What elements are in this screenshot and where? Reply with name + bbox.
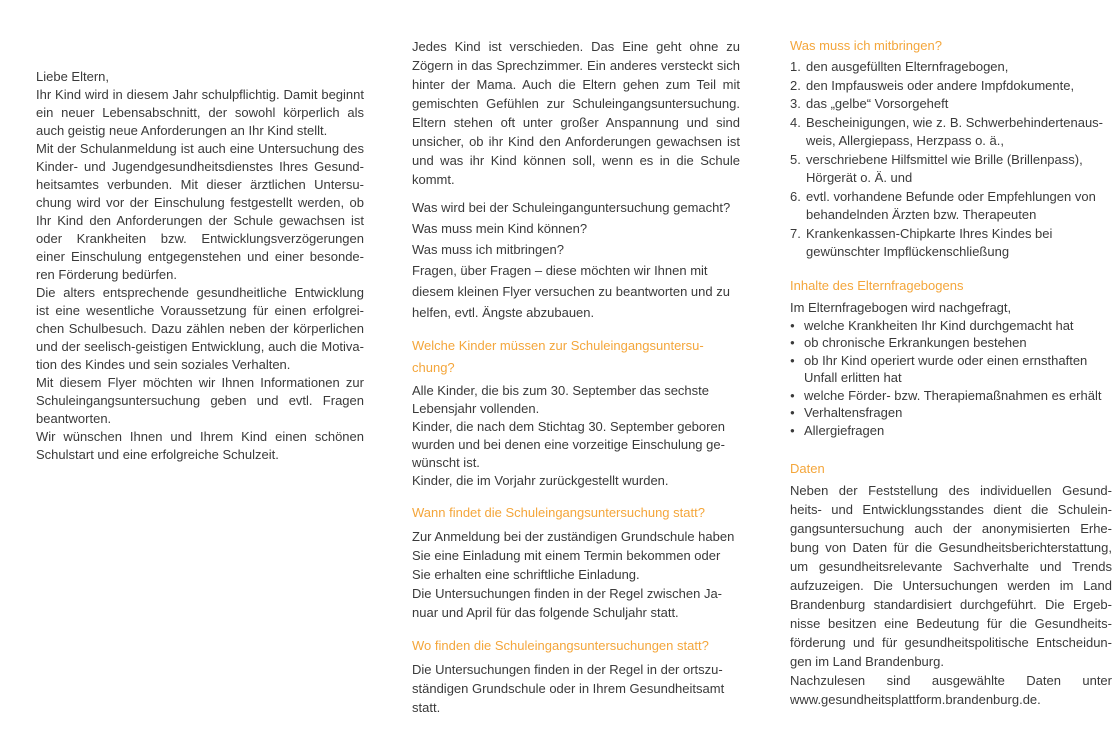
text-line: ren Förderung bedürfen.: [36, 267, 177, 282]
text-line: Mit diesem Flyer möchten wir Ihnen Informationen zur: [36, 375, 364, 390]
list-item: [790, 422, 1112, 440]
text-line: ist eine wesentliche Voraussetzung für einen erfolgrei-: [36, 303, 364, 318]
text-line: Zur Anmeldung bei der zuständigen Grundschule haben: [412, 529, 735, 544]
list-item-text: [806, 188, 1112, 225]
list-item-text: [804, 422, 1112, 440]
text-line: ständigen Grundschule oder in Ihrem Gesundheitsamt: [412, 681, 725, 696]
text-line: den ausgefüllten Elternfragebogen,: [806, 59, 1009, 74]
list-item: [790, 387, 1112, 405]
list-item: [790, 225, 1112, 262]
text-line: welche Förder- bzw. Therapiemaßnahmen es erhält: [804, 387, 1102, 403]
text-line: welche Krankheiten Ihr Kind durchgemacht hat: [804, 317, 1074, 333]
text-line: weis, Allergiepass, Herzpass o. ä.,: [806, 133, 1004, 148]
text-line: heits- und Entwicklungsstandes dient die Schulein-: [790, 502, 1112, 517]
paragraph: [36, 86, 364, 140]
list-number: 5.: [790, 151, 801, 167]
list-item: [790, 188, 1112, 225]
text-line: um gesundheitsrelevante Sachverhalte und Trends: [790, 559, 1112, 574]
lead-line: Im Elternfragebogen wird nachgefragt,: [790, 299, 1012, 315]
text-line: kommt.: [412, 172, 455, 187]
list-number: 2.: [790, 77, 801, 93]
text-line: Lebensjahr vollenden.: [412, 401, 540, 416]
list-item-text: [804, 317, 1112, 335]
bullet-icon: ●: [790, 338, 795, 347]
text-line: Was muss ich mitbringen?: [412, 242, 564, 257]
list-item-text: [804, 387, 1112, 405]
list-number: 4.: [790, 114, 801, 130]
text-line: Kinder, die im Vorjahr zurückgestellt wurden.: [412, 473, 669, 488]
text-line: gen im Land Brandenburg.: [790, 654, 944, 669]
text-line: und der seelisch-geistigen Entwicklung, auch die Motiva-: [36, 339, 364, 354]
section-heading-mitbringen: Was muss ich mitbringen?: [790, 38, 942, 53]
text-line: aufzuzeigen. Die Untersuchungen werden im Land: [790, 578, 1112, 593]
list-item-text: [806, 225, 1112, 262]
text-line: gemischten Gefühlen zur Schuleingangsuntersuchung.: [412, 96, 740, 111]
text-line: hinter der Mama. Auch die Eltern gehen zum Teil mit: [412, 77, 740, 92]
list-item: [790, 151, 1112, 188]
bullet-icon: ●: [790, 390, 795, 400]
text-line: chen Schulbesuch. Dazu zählen neben der körperlichen: [36, 321, 364, 336]
section-body: [412, 660, 740, 717]
text-line: bung von Daten für die Gesundheitsberichterstattung,: [790, 540, 1112, 555]
text-line: Hörgerät o. Ä. und: [806, 170, 913, 185]
list-item-text: [804, 334, 1112, 352]
list-item: [790, 334, 1112, 352]
list-number: 1.: [790, 59, 801, 74]
list-item: [790, 58, 1112, 77]
text-line: Kinder- und Jugendgesundheitsdienstes Ihres Gesund-: [36, 159, 364, 174]
text-line: oder Krankheiten bzw. Entwicklungsverzögerungen: [36, 231, 364, 246]
text-line: Krankenkassen-Chipkarte Ihres Kindes bei: [806, 225, 1053, 241]
bullet-icon: ●: [790, 355, 795, 365]
bullet-icon: ●: [790, 408, 795, 417]
text-line: Nachzulesen sind ausgewählte Daten unter: [790, 673, 1112, 688]
text-line: diesem kleinen Flyer versuchen zu beantworten und zu: [412, 284, 730, 299]
questions-paragraph: [412, 197, 740, 323]
text-line: auch geistig neue Anforderungen an Ihr Kind stellt.: [36, 123, 328, 138]
text-line: behandelnden Ärzten bzw. Therapeuten: [806, 207, 1037, 222]
text-line: helfen, evtl. Ängste abzubauen.: [412, 305, 595, 320]
salutation-paragraph: [36, 68, 364, 86]
text-line: heitsamtes verbunden. Mit dieser ärztlichen Untersu-: [36, 177, 364, 192]
paragraph: [36, 284, 364, 374]
text-line: Wo finden die Schuleingangsuntersuchungen statt?: [412, 638, 709, 653]
bullet-icon: ●: [790, 425, 795, 435]
left-column: [36, 68, 364, 464]
text-line: wurden und bei denen eine vorzeitige Einschulung ge-: [412, 437, 725, 452]
text-line: Ihr Kind wird in diesem Jahr schulpflichtig. Damit beginnt: [36, 87, 364, 102]
text-line: wünscht ist.: [412, 455, 480, 470]
section-heading-welche-kinder: [412, 335, 740, 379]
section-body: [412, 382, 740, 490]
text-line: Neben der Feststellung des individuellen Gesund-: [790, 483, 1112, 498]
section-body: [412, 527, 740, 622]
data-paragraph: [790, 481, 1112, 671]
text-line: evtl. vorhandene Befunde oder Empfehlungen von: [806, 188, 1096, 204]
list-item-text: [806, 58, 1112, 77]
text-line: nisse besitzen eine Bedeutung für die Gesundheits-: [790, 616, 1112, 631]
text-line: Ihr Kind den Anforderungen der Schule gewachsen ist: [36, 213, 364, 228]
text-line: und was ihr Kind können soll, wenn es in die Schule: [412, 153, 740, 168]
list-item: [790, 404, 1112, 422]
text-line: Was muss mein Kind können?: [412, 221, 588, 236]
text-line: Die Untersuchungen finden in der Regel zwischen Ja-: [412, 586, 723, 601]
list-item-text: [804, 404, 1112, 422]
list-item-text: [806, 77, 1112, 96]
section-heading-inhalte: Inhalte des Elternfragebogens: [790, 277, 964, 293]
list-item: [790, 114, 1112, 151]
text-line: nuar und April für das folgende Schuljahr statt.: [412, 605, 679, 620]
list-number: 7.: [790, 225, 801, 241]
text-line: Mit der Schulanmeldung ist auch eine Untersuchung des: [36, 141, 364, 156]
text-line: Fragen, über Fragen – diese möchten wir Ihnen mit: [412, 263, 708, 278]
text-line: chung?: [412, 360, 455, 375]
list-item-text: [804, 352, 1112, 387]
text-line: einer Einschulung entgegenstehen und einer besonde-: [36, 249, 364, 264]
text-line: den Impfausweis oder andere Impfdokumente,: [806, 77, 1075, 93]
text-line: Brandenburg standardisiert durchgeführt. Die Ergeb-: [790, 597, 1112, 612]
text-line: ob chronische Erkrankungen bestehen: [804, 335, 1027, 350]
text-line: Liebe Eltern,: [36, 69, 109, 84]
numbered-list: [790, 58, 1112, 262]
text-line: Die alters entsprechende gesundheitliche Entwicklung: [36, 285, 364, 300]
intro-paragraph: [412, 37, 740, 189]
bullet-icon: ●: [790, 320, 795, 330]
text-line: Zögern in das Sprechzimmer. Ein anderes versteckt sich: [412, 58, 740, 73]
paragraph: [36, 374, 364, 428]
section-heading-daten: Daten: [790, 461, 825, 476]
section-heading-wann: [412, 502, 740, 524]
middle-column: [412, 37, 740, 717]
list-item: [790, 352, 1112, 387]
text-line: Allergiefragen: [804, 422, 885, 438]
text-line: Welche Kinder müssen zur Schuleingangsuntersu-: [412, 338, 704, 353]
text-line: beantworten.: [36, 411, 112, 426]
text-line: Sie eine Einladung mit einem Termin bekommen oder: [412, 548, 721, 563]
text-line: Verhaltensfragen: [804, 405, 903, 420]
data-paragraph-url: [790, 671, 1112, 709]
text-line: www.gesundheitsplattform.brandenburg.de.: [790, 692, 1041, 707]
list-item-text: [806, 114, 1112, 151]
text-line: Unfall erlitten hat: [804, 370, 902, 385]
text-line: Kinder, die nach dem Stichtag 30. September geboren: [412, 419, 725, 434]
text-line: statt.: [412, 700, 441, 715]
text-line: unsicher, ob ihr Kind den Anforderungen gewachsen ist: [412, 134, 740, 149]
text-line: Wir wünschen Ihnen und Ihrem Kind einen schönen: [36, 429, 364, 444]
text-line: verschriebene Hilfsmittel wie Brille (Brillenpass),: [806, 151, 1083, 167]
list-number: 3.: [790, 96, 801, 111]
text-line: ob Ihr Kind operiert wurde oder einen ernsthaften: [804, 352, 1088, 368]
text-line: Schulstart und eine erfolgreiche Schulzeit.: [36, 447, 279, 462]
list-item: [790, 77, 1112, 96]
text-line: tion des Kindes und sein soziales Verhalten.: [36, 357, 291, 372]
list-item: [790, 317, 1112, 335]
list-number: 6.: [790, 188, 801, 204]
text-line: Bescheinigungen, wie z. B. Schwerbehindertenaus-: [806, 114, 1104, 130]
text-line: Wann findet die Schuleingangsuntersuchung statt?: [412, 505, 705, 520]
list-item-text: [806, 151, 1112, 188]
text-line: gewünschter Impflückenschließung: [806, 244, 1010, 259]
section-heading-wo: [412, 635, 740, 657]
text-line: Eltern stehen oft unter großer Anspannung und sind: [412, 115, 740, 130]
text-line: Die Untersuchungen finden in der Regel in der ortszu-: [412, 662, 723, 677]
text-line: Was wird bei der Schuleinganguntersuchung gemacht?: [412, 200, 731, 215]
paragraph: [36, 140, 364, 284]
list-item: [790, 95, 1112, 114]
text-line: Alle Kinder, die bis zum 30. September das sechste: [412, 383, 709, 398]
text-line: Schuleingangsuntersuchung geben und evtl. Fragen: [36, 393, 364, 408]
text-line: chung wird vor der Einschulung festgestellt werden, ob: [36, 195, 364, 210]
text-line: ein neuer Lebensabschnitt, der sowohl körperlich als: [36, 105, 364, 120]
paragraph: [36, 428, 364, 464]
text-line: das „gelbe“ Vorsorgeheft: [806, 96, 949, 111]
bullet-list: [790, 317, 1112, 440]
right-column: [790, 36, 1112, 709]
text-line: förderung und für gesundheitspolitische Entscheidun-: [790, 635, 1112, 650]
text-line: gangsuntersuchung auch der anonymisierten Erhe-: [790, 521, 1112, 536]
text-line: Sie erhalten eine schriftliche Einladung.: [412, 567, 640, 582]
list-item-text: [806, 95, 1112, 114]
text-line: Jedes Kind ist verschieden. Das Eine geht ohne zu: [412, 39, 740, 54]
